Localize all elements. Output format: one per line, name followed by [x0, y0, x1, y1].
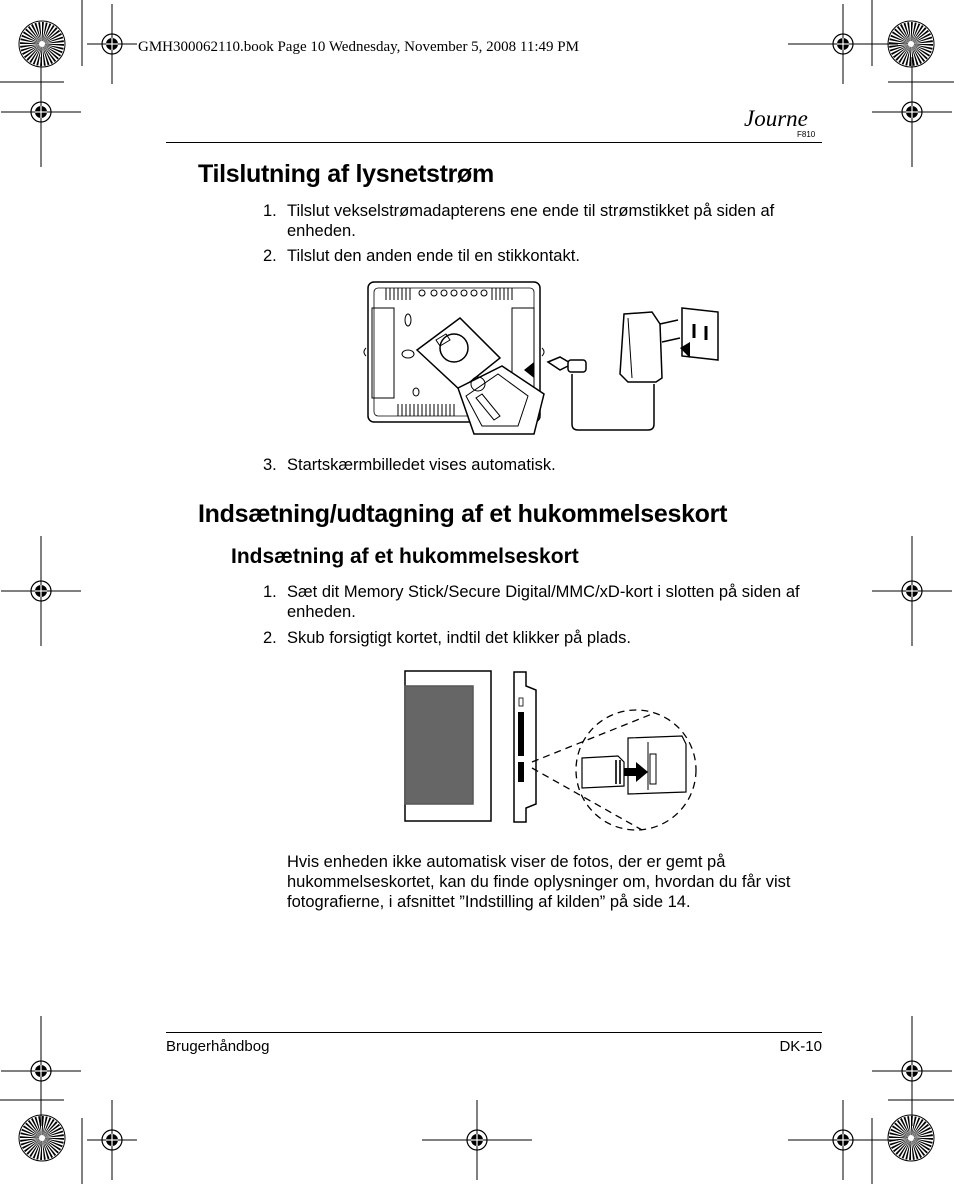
section-title-power: Tilslutning af lysnetstrøm: [198, 160, 494, 188]
footer-left: Brugerhåndbog: [166, 1038, 270, 1055]
memory-card-illustration: [402, 668, 702, 836]
print-header: GMH300062110.book Page 10 Wednesday, November 5, 2008 11:49 PM: [138, 39, 579, 55]
power-connection-illustration: [362, 278, 724, 440]
list-item-text: Tilslut den anden ende til en stikkontakt.: [287, 247, 580, 265]
list-item-text: Sæt dit Memory Stick/Secure Digital/MMC/xD-kort i slotten på siden af enheden.: [287, 583, 800, 621]
list-item-number: 1.: [263, 583, 277, 601]
list-item-number: 3.: [263, 456, 277, 474]
list-item-number: 1.: [263, 202, 277, 220]
list-item-number: 2.: [263, 629, 277, 647]
list-item-text: Startskærmbilledet vises automatisk.: [287, 456, 556, 474]
page-number: DK-10: [779, 1038, 822, 1055]
subsection-title-insert-card: Indsætning af et hukommelseskort: [231, 545, 579, 568]
header-rule: [166, 142, 822, 143]
model-label: F810: [797, 130, 816, 139]
section-title-memory-card: Indsætning/udtagning af et hukommelseskort: [198, 500, 728, 528]
list-item-text: Tilslut vekselstrømadapterens ene ende til strømstikket på siden af enheden.: [287, 202, 775, 240]
list-item-text: Skub forsigtigt kortet, indtil det klikker på plads.: [287, 629, 631, 647]
footer-rule: [166, 1032, 822, 1033]
list-item-number: 2.: [263, 247, 277, 265]
brand-logo: Journe: [744, 106, 808, 131]
note-paragraph: Hvis enheden ikke automatisk viser de fotos, der er gemt på hukommelseskortet, kan du finde oplysninger om, hvordan du får vist fotografierne, i afsnittet ”Indstilling af kilden” på side 14.: [287, 853, 791, 911]
